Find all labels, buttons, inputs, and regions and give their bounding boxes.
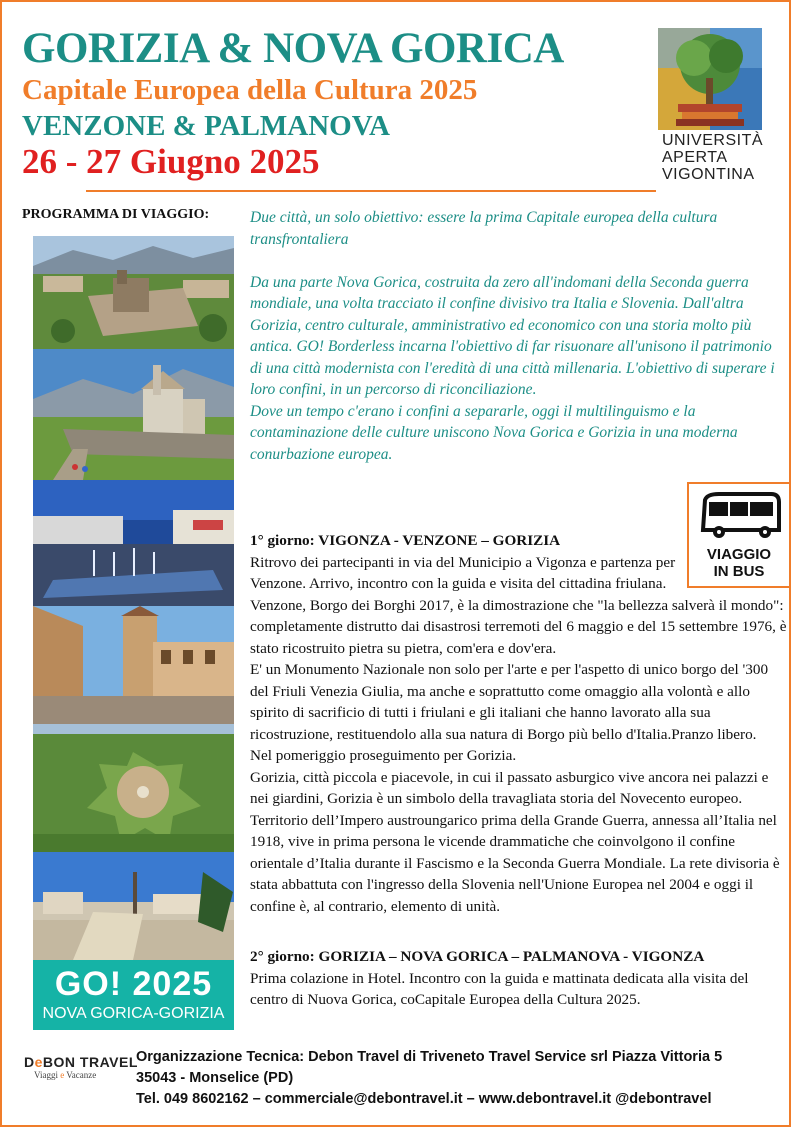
day-1-section [250,530,790,917]
header-divider [86,190,656,192]
program-label: PROGRAMMA DI VIAGGIO: [22,207,210,222]
day-1-paragraph: Nel pomeriggio proseguimento per Gorizia. [250,747,517,764]
university-logo [658,28,762,130]
dates-title: 26 - 27 Giugno 2025 [22,142,320,181]
university-name-line: VIGONTINA [662,166,755,183]
agency-logo-tagline [34,1070,128,1080]
subtitle: Capitale Europea della Cultura 2025 [22,74,478,106]
photo-palmanova-aerial [33,724,234,852]
bus-badge-line: VIAGGIO [706,546,772,563]
photo-nova-gorica-fountain [33,480,234,606]
photo-palmanova-square [33,852,234,960]
go-2025-logo [33,960,234,1030]
day-1-paragraph: E' un Monumento Nazionale non solo per l'arte e per l'aspetto di unico borgo del '300 del Friuli Venezia Giulia, ma anche e soprattutto come omaggio alla volontà e allo spirito di sacrificio di tutti i friulani e gli italiani che hanno lavorato alla sua ricostruzione, restituendolo alla sua natura di Borgo più bello d'Italia.Pranzo libero. [250,661,769,743]
photo-venzone-walls [33,349,234,480]
agency-logo-part: e [34,1054,43,1070]
agency-logo-part: Viaggi [34,1070,61,1080]
go-2025-text: GO! 2025 [54,965,213,1003]
photo-town-square [33,606,234,724]
agency-logo-part: e [60,1070,65,1080]
photo-castle [33,236,234,349]
agency-logo [24,1054,138,1080]
university-name-line: APERTA [662,149,728,166]
bus-badge-line: IN BUS [713,563,765,580]
footer-line: 35043 - Monselice (PD) [136,1070,294,1086]
day-2-section [250,946,790,1011]
day-1-paragraph: Ritrovo dei partecipanti in via del Municipio a Vigonza e partenza per Venzone. Arrivo, incontro con la guida e visita del cittadina friulana. [250,553,676,592]
agency-logo-part: BON TRAVEL [42,1054,138,1070]
photo-column [33,236,234,1030]
places-title: VENZONE & PALMANOVA [22,110,390,142]
university-name [662,132,763,183]
agency-logo-part: D [24,1054,35,1070]
footer-line: Tel. 049 8602162 – commerciale@debontravel.it – www.debontravel.it @debontravel [136,1091,712,1107]
agency-logo-part: Vacanze [64,1070,97,1080]
agency-logo-name [24,1054,138,1070]
footer-contact [136,1047,786,1110]
day-1-paragraph: Venzone, Borgo dei Borghi 2017, è la dimostrazione che "la bellezza salverà il mondo": completamente distrutto dai disastrosi terremoti del 6 maggio e del 15 settembre 1976, è stato ricostruito pietra su pietra, com'era e dov'era. [250,596,787,657]
day-2-heading: 2° giorno: GORIZIA – NOVA GORICA – PALMANOVA - VIGONZA [250,948,705,965]
intro-paragraph: Da una parte Nova Gorica, costruita da zero all'indomani della Seconda guerra mondiale, una volta tracciato il confine divisivo tra Italia e Slovenia. Dall'altra Gorizia, centro culturale, amministrativo ed economico con una storia molto più antica. GO! Borderless incarna l'obiettivo di far risuonare all'unisono il patrimonio di una città modernista con l'eredità di una città millenaria. L'obiettivo di superare i loro confini, in un percorso di riconciliazione. [250,273,775,398]
university-name-line: UNIVERSITÀ [662,132,764,149]
go-2025-subtext: NOVA GORICA-GORIZIA [42,1005,225,1022]
day-2-paragraph: Prima colazione in Hotel. Incontro con la guida e mattinata dedicata alla visita del centro di Nuova Gorica, coCapitale Europea della Cultura 2025. [250,969,749,1008]
day-1-paragraph: Gorizia, città piccola e piacevole, in cui il passato asburgico vive ancora nei palazzi e nei giardini, Gorizia è un simbolo della travagliata storia del Novecento europeo. Territorio dell’Impero austroungarico prima della Grande Guerra, annessa all’Italia nel 1918, vive in prima persona le vicende drammatiche che coinvolgono il confine orientale d’Italia durante il Fascismo e la Seconda Guerra Mondiale. La rete divisoria è stata abbattuta con l'ingresso della Slovenia nell'Unione Europea nel 2004 e oggi il confine è, al contrario, elemento di unità. [250,768,780,915]
intro-paragraph: Due città, un solo obiettivo: essere la prima Capitale europea della cultura transfrontaliera [250,209,718,248]
footer-line: Organizzazione Tecnica: Debon Travel di Triveneto Travel Service srl Piazza Vittoria 5 [136,1049,723,1065]
day-1-heading: 1° giorno: VIGONZA - VENZONE – GORIZIA [250,532,561,549]
intro-text [250,207,780,465]
intro-paragraph: Dove un tempo c'erano i confini a separarle, oggi il multilinguismo e la contaminazione delle culture uniscono Nova Gorica e Gorizia in una moderna conurbazione europea. [250,402,738,463]
main-title: GORIZIA & NOVA GORICA [22,25,564,72]
